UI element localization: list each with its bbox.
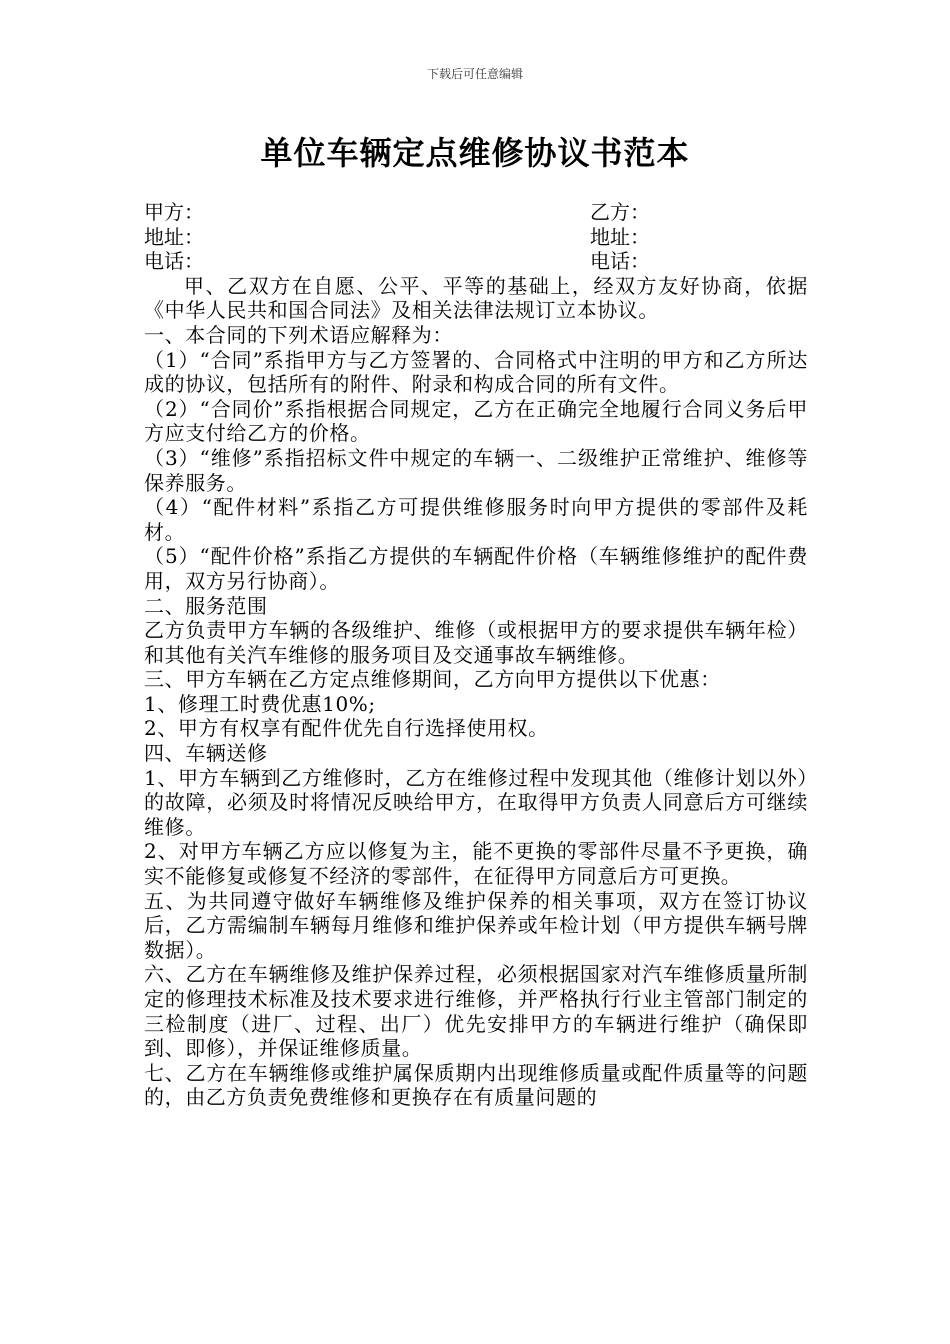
clause-paragraph: （3）“维修”系指招标文件中规定的车辆一、二级维护正常维护、维修等保养服务。 bbox=[144, 445, 808, 495]
party-b-address-label: 地址： bbox=[590, 224, 650, 249]
party-row-name bbox=[144, 200, 808, 225]
party-row-address bbox=[144, 225, 808, 250]
party-a-phone-label: 电话： bbox=[144, 249, 204, 274]
clause-paragraph: （4）“配件材料”系指乙方可提供维修服务时向甲方提供的零部件及耗材。 bbox=[144, 495, 808, 544]
clause-paragraph: 六、乙方在车辆维修及维护保养过程，必须根据国家对汽车维修质量所制定的修理技术标准及技术要求进行维修，并严格执行行业主管部门制定的三检制度（进厂、过程、出厂）优先安排甲方的车辆进行维护（确保即到、即修），并保证维修质量。 bbox=[144, 962, 808, 1061]
party-b-phone-label: 电话： bbox=[590, 249, 650, 274]
clause-paragraph: 一、本合同的下列术语应解释为： bbox=[144, 322, 453, 347]
party-row-phone bbox=[144, 249, 808, 274]
clause-paragraph: 乙方负责甲方车辆的各级维护、维修（或根据甲方的要求提供车辆年检）和其他有关汽车维修的服务项目及交通事故车辆维修。 bbox=[144, 618, 808, 667]
clause-paragraph: （1）“合同”系指甲方与乙方签署的、合同格式中注明的甲方和乙方所达成的协议，包括所有的附件、附录和构成合同的所有文件。 bbox=[144, 347, 808, 397]
section-heading: 二、服务范围 bbox=[144, 593, 268, 618]
section-heading: 三、甲方车辆在乙方定点维修期间，乙方向甲方提供以下优惠： bbox=[144, 667, 721, 692]
clause-paragraph: 1、甲方车辆到乙方维修时，乙方在维修过程中发现其他（维修计划以外）的故障，必须及时将情况反映给甲方，在取得甲方负责人同意后方可继续维修。 bbox=[144, 765, 808, 839]
document-title: 单位车辆定点维修协议书范本 bbox=[260, 134, 690, 172]
clause-paragraph: （5）“配件价格”系指乙方提供的车辆配件价格（车辆维修维护的配件费用，双方另行协商）。 bbox=[144, 544, 808, 593]
clause-paragraph: 2、甲方有权享有配件优先自行选择使用权。 bbox=[144, 716, 549, 741]
party-b-name-label: 乙方： bbox=[590, 200, 650, 224]
clause-paragraph: 1、修理工时费优惠10%; bbox=[144, 691, 376, 716]
clause-paragraph: （2）“合同价”系指根据合同规定，乙方在正确完全地履行合同义务后甲方应支付给乙方的价格。 bbox=[144, 396, 808, 446]
party-a-address-label: 地址： bbox=[144, 224, 204, 249]
clause-paragraph: 五、为共同遵守做好车辆维修及维护保养的相关事项，双方在签订协议后，乙方需编制车辆每月维修和维护保养或年检计划（甲方提供车辆号牌数据）。 bbox=[144, 888, 808, 962]
party-a-name-label: 甲方： bbox=[144, 200, 204, 224]
document-body bbox=[144, 200, 808, 1110]
page-header: 下载后可任意编辑 bbox=[426, 67, 523, 81]
section-heading: 四、车辆送修 bbox=[144, 741, 268, 766]
clause-paragraph: 七、乙方在车辆维修或维护属保质期内出现维修质量或配件质量等的问题的，由乙方负责免费维修和更换存在有质量问题的 bbox=[144, 1060, 808, 1110]
intro-paragraph: 甲、乙双方在自愿、公平、平等的基础上，经双方友好协商，依据《中华人民共和国合同法》及相关法律法规订立本协议。 bbox=[144, 273, 808, 323]
clause-paragraph: 2、对甲方车辆乙方应以修复为主，能不更换的零部件尽量不予更换，确实不能修复或修复不经济的零部件，在征得甲方同意后方可更换。 bbox=[144, 839, 808, 889]
